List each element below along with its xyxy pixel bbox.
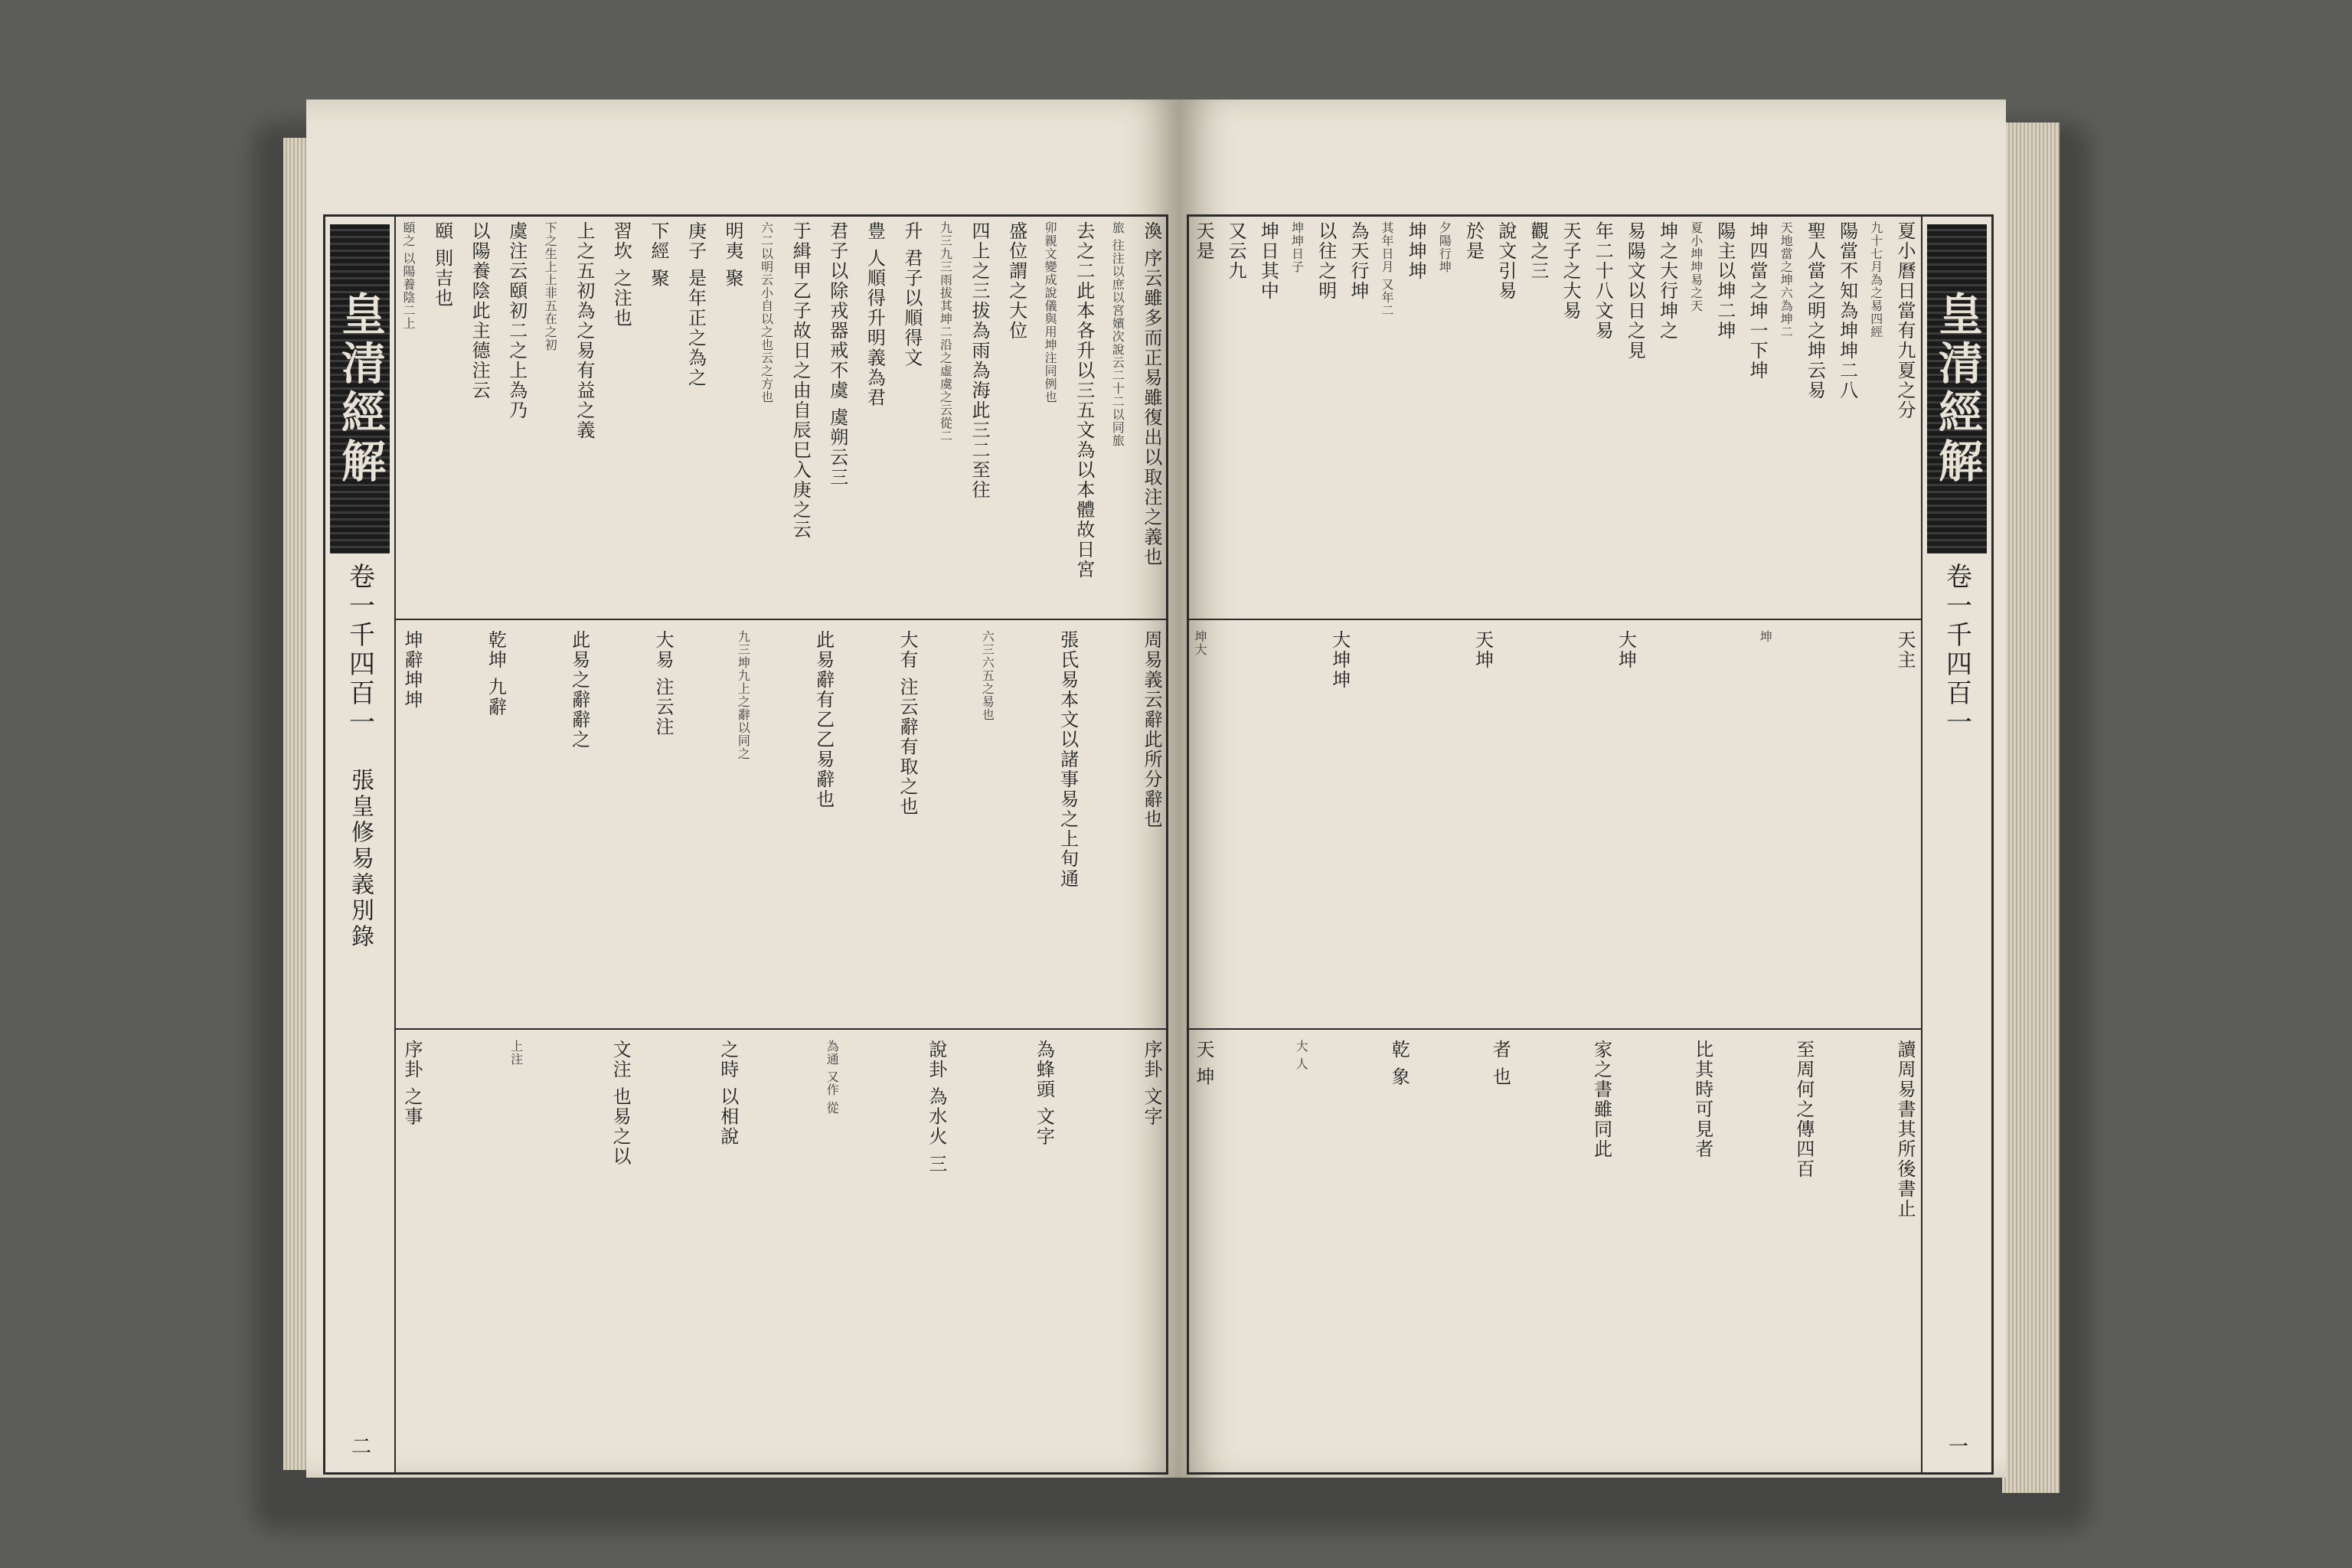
left-middle-col: 大有 注云辭有取之也 [896, 630, 918, 817]
right-top-col: 坤坤日子 [1289, 221, 1305, 273]
right-bottom-col: 家之書雖同此 [1590, 1040, 1612, 1159]
left-register-line-1 [325, 619, 1166, 620]
left-middle-col: 此易之辭辭之 [568, 630, 590, 750]
right-top-col: 夏小坤坤易之天 [1688, 221, 1704, 312]
right-middle-col: 坤 [1758, 630, 1773, 643]
left-bottom-col: 之時 以相說 [717, 1040, 739, 1147]
right-top-col: 於是 [1462, 221, 1485, 261]
left-middle-col: 周易義云辭此所分辭也 [1140, 630, 1162, 829]
left-top-col: 頤之 以陽養陰二上 [401, 221, 416, 331]
right-top-col: 天子之大易 [1560, 221, 1582, 321]
right-register-line-2 [1189, 1028, 1991, 1030]
right-bottom-col: 天 坤 [1193, 1040, 1214, 1087]
right-top-col: 坤之大行坤之 [1656, 221, 1678, 341]
left-top-col: 四上之三拔為雨為海此三二至往 [969, 221, 990, 500]
left-top-col: 上之五初為之易有益之義 [573, 221, 595, 440]
left-top-col: 虞注云頤初二之上為乃 [505, 221, 528, 420]
left-top-col: 升 君子以順得文 [900, 221, 923, 368]
left-bottom-col: 說卦 為水火 三 [925, 1040, 947, 1174]
left-top-col: 盛位謂之大位 [1005, 221, 1027, 341]
left-page [306, 100, 1179, 1478]
right-top-col: 易陽文以日之見 [1624, 221, 1646, 361]
left-top-col: 去之二此本各升以三五文為以本體故日宮 [1073, 221, 1095, 580]
left-middle-col: 九三坤九上之辭以同之 [736, 630, 751, 760]
right-bottom-col: 大 人 [1294, 1040, 1309, 1071]
right-register-line-1 [1189, 619, 1991, 620]
right-top-col: 為天行坤 [1347, 221, 1369, 301]
left-top-col: 下之生上上非五在之初 [543, 221, 558, 351]
left-bottom-col: 為通 又作 從 [825, 1040, 840, 1115]
left-banner-volume: 卷一千四百一 [344, 563, 375, 737]
right-middle-col: 大坤坤 [1328, 630, 1351, 690]
left-bottom-col: 文注 也易之以 [609, 1040, 632, 1167]
right-page-edges [2002, 122, 2060, 1493]
right-top-col: 坤日其中 [1257, 221, 1279, 301]
right-banner-title-box [1927, 224, 1987, 554]
left-banner [325, 217, 396, 1472]
right-top-col: 說文引易 [1494, 221, 1517, 301]
left-banner-folio: 二 [348, 1436, 371, 1457]
left-middle-col: 坤辭坤坤 [401, 630, 423, 710]
right-bottom-col: 比其時可見者 [1691, 1040, 1713, 1159]
left-bottom-col: 為蜂頭 文字 [1033, 1040, 1055, 1147]
left-top-col: 下經 聚 [647, 221, 669, 289]
left-top-col: 九三九三雨拔其坤二沿之虛虞之云從二 [938, 221, 953, 443]
left-bottom-col: 上注 [508, 1040, 524, 1066]
left-top-col: 習坎 之注也 [610, 221, 632, 328]
left-banner-title: 皇清經解 [334, 291, 386, 487]
right-bottom-col: 者 也 [1489, 1040, 1511, 1087]
right-top-col: 天是 [1193, 221, 1214, 261]
right-bottom-col: 乾 象 [1388, 1040, 1410, 1087]
right-bottom-col: 至周何之傳四百 [1792, 1040, 1815, 1179]
left-top-col: 明夷 聚 [722, 221, 744, 289]
left-top-col: 渙 序云雖多而正易雖復出以取注之義也 [1140, 221, 1162, 567]
left-top-col: 六二以明云小自以之也云之方也 [759, 221, 774, 403]
left-middle-col: 乾坤 九辭 [485, 630, 507, 717]
right-middle-columns [1189, 630, 1991, 1021]
left-top-col: 庚子 是年正之為之 [684, 221, 707, 388]
right-banner-volume: 卷一千四百一 [1941, 563, 1972, 737]
right-top-col: 觀之三 [1527, 221, 1549, 281]
left-register-line-2 [325, 1028, 1166, 1030]
left-top-col: 旅 往注以庶以宮嬪次說云二十二以同旅 [1110, 221, 1125, 448]
right-banner-title: 皇清經解 [1931, 291, 1983, 487]
left-middle-col: 大易 注云注 [652, 630, 674, 737]
right-top-col: 陽當不知為坤坤二八 [1836, 221, 1858, 400]
right-middle-col: 天主 [1893, 630, 1916, 670]
right-top-col: 夏小曆日當有九夏之分 [1893, 221, 1916, 420]
right-top-columns [1189, 221, 1991, 613]
right-bottom-col: 讀周易書其所後書止 [1893, 1040, 1916, 1219]
right-top-col: 陽主以坤二坤 [1713, 221, 1736, 341]
left-top-col: 頤 則吉也 [431, 221, 453, 309]
right-middle-col: 坤大 [1193, 630, 1207, 656]
right-top-col: 以往之明 [1315, 221, 1337, 301]
left-top-columns [325, 221, 1166, 613]
left-top-col: 卯親文變成說儀與用坤注同例也 [1043, 221, 1058, 403]
right-top-col: 坤坤坤 [1405, 221, 1427, 281]
right-middle-col: 天坤 [1472, 630, 1494, 670]
left-banner-title-box [330, 224, 390, 554]
right-bottom-columns [1189, 1040, 1991, 1453]
right-middle-col: 大坤 [1615, 630, 1637, 670]
left-middle-columns [325, 630, 1166, 1021]
left-middle-col: 此易辭有乙乙易辭也 [812, 630, 835, 809]
right-page-frame [1187, 214, 1994, 1475]
left-top-col: 于緝甲乙子故日之由自辰巳入庚之云 [789, 221, 812, 540]
left-middle-col: 六三六五之易也 [980, 630, 995, 721]
left-top-col: 君子以除戎器戒不虞 虞朔云三 [826, 221, 848, 488]
right-banner-folio: 一 [1945, 1436, 1968, 1457]
left-banner-author: 張皇修易義別錄 [347, 768, 374, 950]
right-top-col: 坤四當之坤一下坤 [1746, 221, 1769, 381]
right-top-col: 其年日月 又年二 [1380, 221, 1395, 318]
left-page-frame [323, 214, 1168, 1475]
right-page [1179, 100, 2006, 1478]
left-bottom-col: 序卦 文字 [1140, 1040, 1162, 1127]
right-top-col: 年二十八文易 [1592, 221, 1614, 341]
right-top-col: 聖人當之明之坤云易 [1804, 221, 1826, 400]
right-top-col: 夕陽行坤 [1437, 221, 1452, 273]
left-top-col: 豊 人順得升明義為君 [864, 221, 886, 408]
left-bottom-columns [325, 1040, 1166, 1453]
left-bottom-col: 序卦 之事 [401, 1040, 423, 1127]
right-top-col: 又云九 [1225, 221, 1247, 281]
right-top-col: 天地當之坤六為坤二 [1779, 221, 1794, 338]
right-banner [1921, 217, 1991, 1472]
left-top-col: 以陽養陰此主德注云 [469, 221, 491, 400]
left-middle-col: 張氏易本文以諸事易之上旬通 [1057, 630, 1079, 889]
right-top-col: 九十七月為之易四經 [1868, 221, 1883, 338]
